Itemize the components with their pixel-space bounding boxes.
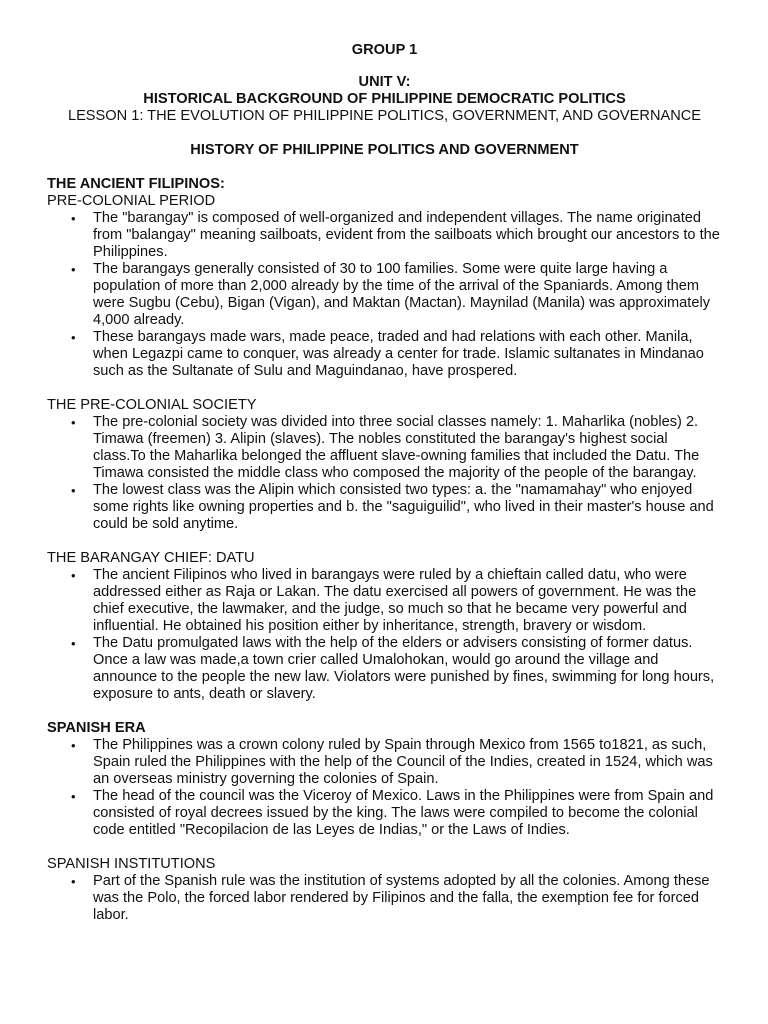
- list-item: • The Philippines was a crown colony ruled by Spain through Mexico from 1565 to1821, as such, Spain ruled the Philippines with the help of the Council of the Indies, created in 1524, which was an overseas ministry governing the colonies of Spain.: [93, 737, 722, 788]
- list-item: • Part of the Spanish rule was the institution of systems adopted by all the colonies. Among these was the Polo, the forced labor rendered by Filipinos and the falla, the exemption fee for forced labor.: [93, 873, 722, 924]
- list-item: • The ancient Filipinos who lived in barangays were ruled by a chieftain called datu, who were addressed either as Raja or Lakan. The datu exercised all powers of government. He was the chief executive, the lawmaker, and the judge, so much so that he became very powerful and influential. He obtained his position either by inheritance, strength, bravery or wisdom.: [93, 567, 722, 635]
- bullet-list: [47, 414, 722, 533]
- section-pre-colonial-society: [47, 397, 722, 533]
- section-ancient-filipinos: [47, 176, 722, 380]
- list-item: • The Datu promulgated laws with the help of the elders or advisers consisting of former datus. Once a law was made,a town crier called Umalohokan, would go around the village and announce to the people the new law. Violators were punished by fines, swimming for long hours, exposure to ants, death or slavery.: [93, 635, 722, 703]
- section-barangay-chief: [47, 550, 722, 703]
- list-item: • The "barangay" is composed of well-organized and independent villages. The name originated from "balangay" meaning sailboats, evident from the sailboats which brought our ancestors to the Philippines.: [93, 210, 722, 261]
- section-spanish-institutions: [47, 856, 722, 924]
- section-heading: SPANISH ERA: [47, 720, 146, 736]
- bullet-list: [47, 873, 722, 924]
- section-heading: THE PRE-COLONIAL SOCIETY: [47, 397, 257, 413]
- unit-header: [47, 74, 722, 125]
- list-item: • The lowest class was the Alipin which consisted two types: a. the "namamahay" who enjoyed some rights like owning properties and b. the "saguiguilid", who lived in their master's house and could be sold anytime.: [93, 482, 722, 533]
- section-heading: THE ANCIENT FILIPINOS:: [47, 176, 225, 192]
- list-item: • These barangays made wars, made peace, traded and had relations with each other. Manila, when Legazpi came to conquer, was already a center for trade. Islamic sultanates in Mindanao such as the Sultanate of Sulu and Maguindanao, have prospered.: [93, 329, 722, 380]
- list-item: • The pre-colonial society was divided into three social classes namely: 1. Maharlika (nobles) 2. Timawa (freemen) 3. Alipin (slaves). The nobles constituted the barangay's highest social class.To the Maharlika belonged the affluent slave-owning families that included the Datu. The Timawa consisted the middle class who composed the majority of the people of the barangay.: [93, 414, 722, 482]
- section-spanish-era: [47, 720, 722, 839]
- bullet-list: [47, 567, 722, 703]
- list-item: • The head of the council was the Viceroy of Mexico. Laws in the Philippines were from Spain and consisted of royal decrees issued by the king. The laws were compiled to become the colonial code entitled "Recopilacion de las Leyes de Indias," or the Laws of Indies.: [93, 788, 722, 839]
- lesson-title: LESSON 1: THE EVOLUTION OF PHILIPPINE POLITICS, GOVERNMENT, AND GOVERNANCE: [67, 108, 702, 124]
- section-heading: SPANISH INSTITUTIONS: [47, 856, 216, 872]
- group-label: GROUP 1: [351, 42, 418, 58]
- bullet-list: [47, 210, 722, 380]
- page-title: HISTORY OF PHILIPPINE POLITICS AND GOVERNMENT: [190, 142, 579, 158]
- unit-label: UNIT V:: [358, 74, 411, 90]
- section-subheading: PRE-COLONIAL PERIOD: [47, 193, 216, 209]
- list-item: • The barangays generally consisted of 30 to 100 families. Some were quite large having a population of more than 2,000 already by the time of the arrival of the Spaniards. Among them were Sugbu (Cebu), Bigan (Vigan), and Maktan (Mactan). Maynilad (Manila) was approximately 4,000 already.: [93, 261, 722, 329]
- section-heading: THE BARANGAY CHIEF: DATU: [47, 550, 255, 566]
- unit-title: HISTORICAL BACKGROUND OF PHILIPPINE DEMOCRATIC POLITICS: [143, 91, 626, 107]
- bullet-list: [47, 737, 722, 839]
